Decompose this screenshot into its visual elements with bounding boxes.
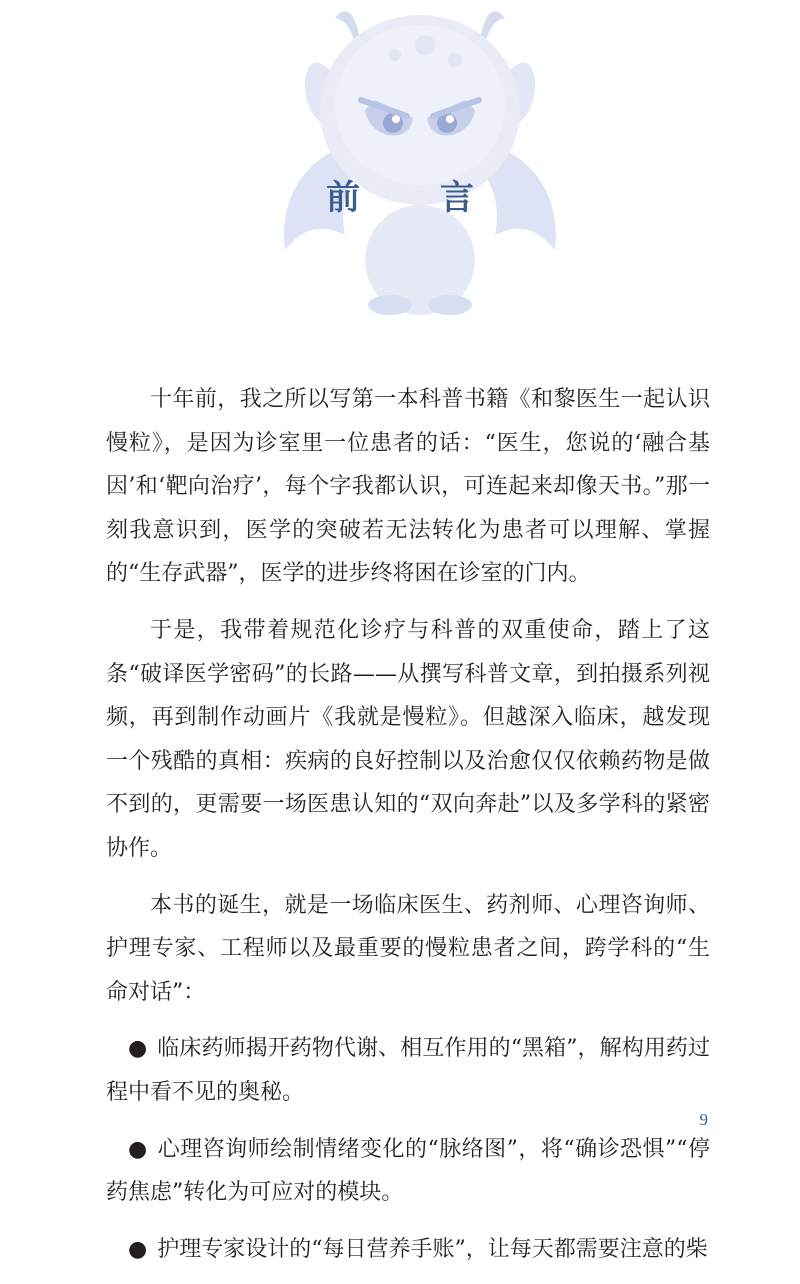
paragraph: 本书的诞生，就是一场临床医生、药剂师、心理咨询师、护理专家、工程师以及最重要的慢粒患者之间，跨学科的“生命对话”： <box>106 892 710 1005</box>
mascot-icon <box>275 0 565 320</box>
bullet-icon: ● <box>128 1236 148 1262</box>
bullet-item <box>106 1228 710 1272</box>
preface-body <box>106 378 710 1284</box>
bullet-text: 心理咨询师绘制情绪变化的“脉络图”，将“确诊恐惧”“停药焦虑”转化为可应对的模块。 <box>106 1136 710 1206</box>
bullet-icon: ● <box>128 1136 148 1162</box>
page-title: 前 言 <box>326 178 508 218</box>
bullet-item <box>106 1128 710 1215</box>
bullet-item <box>106 1027 710 1114</box>
bullet-text: 护理专家设计的“每日营养手账”，让每天都需要注意的柴 <box>157 1236 708 1262</box>
paragraph: 十年前，我之所以写第一本科普书籍《和黎医生一起认识慢粒》，是因为诊室里一位患者的话：“医生，您说的‘融合基因’和‘靶向治疗’，每个字我都认识，可连起来却像天书。”那一刻我意识到，医学的突破若无法转化为患者可以理解、掌握的“生存武器”，医学的进步终将困在诊室的门内。 <box>106 387 710 587</box>
bullet-text: 临床药师揭开药物代谢、相互作用的“黑箱”，解构用药过程中看不见的奥秘。 <box>106 1036 711 1105</box>
bullet-icon: ● <box>128 1036 148 1062</box>
page-number: 9 <box>699 1110 708 1129</box>
paragraph: 于是，我带着规范化诊疗与科普的双重使命，踏上了这条“破译医学密码”的长路——从撰写科普文章，到拍摄系列视频，再到制作动画片《我就是慢粒》。但越深入临床，越发现一个残酷的真相：疾病的良好控制以及治愈仅仅依赖药物是做不到的，更需要一场医患认知的“双向奔赴”以及多学科的紧密协作。 <box>106 617 710 861</box>
